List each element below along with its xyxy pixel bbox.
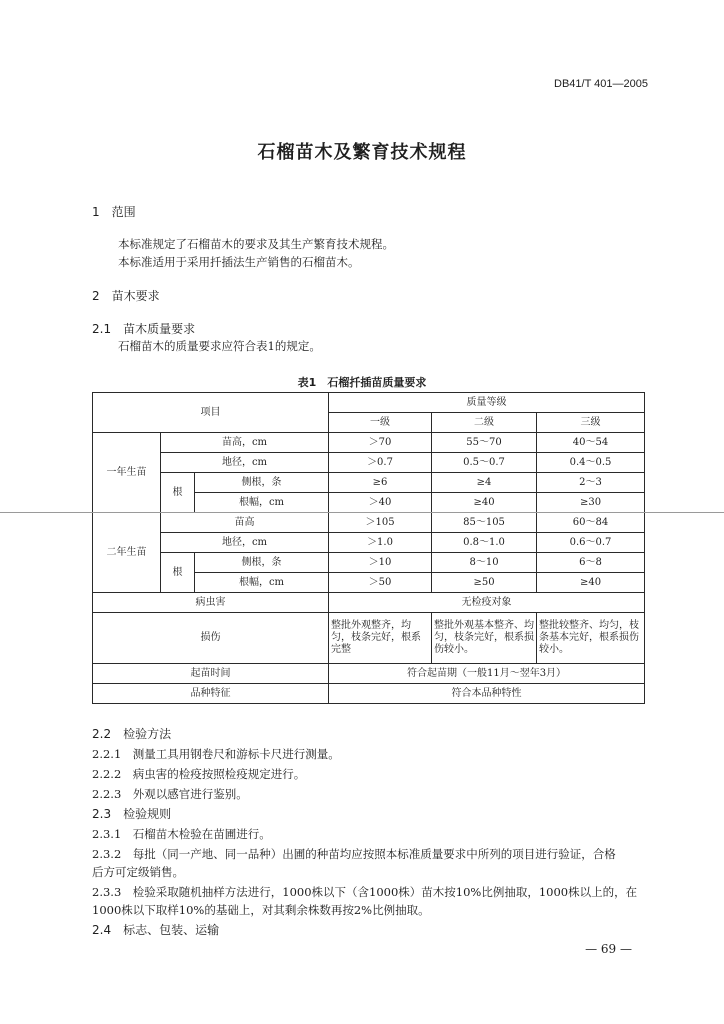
section-2-2-1: 2.2.1 测量工具用钢卷尺和游标卡尺进行测量。: [92, 747, 340, 761]
row-label: 侧根，条: [195, 553, 329, 573]
document-title: 石榴苗木及繁育技术规程: [257, 142, 467, 163]
cell: ＞0.7: [329, 453, 432, 473]
group-label: 二年生苗: [93, 513, 161, 593]
row-label: 病虫害: [93, 593, 329, 613]
section-1-heading: 1 范围: [92, 205, 136, 219]
grade-1: 一级: [329, 413, 432, 433]
section-2-2-2: 2.2.2 病虫害的检疫按照检疫规定进行。: [92, 767, 306, 781]
root-label: 根: [161, 473, 195, 513]
row-label: 根幅，cm: [195, 573, 329, 593]
cell: ＞10: [329, 553, 432, 573]
cell: 整批较整齐、均匀，枝条基本完好，根系损伤较小。: [537, 613, 645, 664]
grade-3: 三级: [537, 413, 645, 433]
cell: 0.6～0.7: [537, 533, 645, 553]
group-label: 一年生苗: [93, 433, 161, 513]
cell: 60～84: [537, 513, 645, 533]
row-label: 根幅，cm: [195, 493, 329, 513]
section-2-3-heading: 2.3 检验规则: [92, 807, 172, 821]
cell: 55～70: [432, 433, 537, 453]
row-label: 损伤: [93, 613, 329, 664]
section-2-1-heading: 2.1 苗木质量要求: [92, 322, 196, 336]
grade-2: 二级: [432, 413, 537, 433]
row-label: 地径，cm: [161, 453, 329, 473]
section-2-2-heading: 2.2 检验方法: [92, 727, 172, 741]
table-caption: 表1 石榴扦插苗质量要求: [297, 376, 427, 389]
cell: 0.8～1.0: [432, 533, 537, 553]
cell: ≥6: [329, 473, 432, 493]
section-2-3-2-line-2: 后方可定级销售。: [92, 865, 184, 879]
table-row: [93, 433, 645, 453]
page-number: — 69 —: [585, 942, 632, 956]
table-row: [93, 533, 645, 553]
row-label: 地径，cm: [161, 533, 329, 553]
cell: ＞105: [329, 513, 432, 533]
cell: 符合本品种特性: [329, 684, 645, 704]
cell: ≥40: [537, 573, 645, 593]
quality-table: [92, 392, 645, 704]
cell: 8～10: [432, 553, 537, 573]
row-label: 侧根，条: [195, 473, 329, 493]
section-2-3-3-line-2: 1000株以下取样10%的基础上，对其剩余株数再按2%比例抽取。: [92, 903, 430, 917]
table-row-period: [93, 664, 645, 684]
table-row-variety: [93, 684, 645, 704]
cell: ≥30: [537, 493, 645, 513]
table-row: [93, 553, 645, 573]
cell: ＞1.0: [329, 533, 432, 553]
table-row: [93, 513, 645, 533]
section-2-1-text: 石榴苗木的质量要求应符合表1的规定。: [118, 339, 321, 353]
cell: ＞70: [329, 433, 432, 453]
scan-line: [0, 512, 724, 513]
row-label: 苗高: [161, 513, 329, 533]
table-row-pest: [93, 593, 645, 613]
cell: 40～54: [537, 433, 645, 453]
cell: 85～105: [432, 513, 537, 533]
cell: 2～3: [537, 473, 645, 493]
cell: 整批外观整齐，均匀，枝条完好，根系完整: [329, 613, 432, 664]
section-1-line-2: 本标准适用于采用扦插法生产销售的石榴苗木。: [118, 255, 360, 269]
cell: ≥50: [432, 573, 537, 593]
section-2-4-heading: 2.4 标志、包装、运输: [92, 923, 220, 937]
header-grade: 质量等级: [329, 393, 645, 413]
section-2-heading: 2 苗木要求: [92, 289, 160, 303]
header-item: 项目: [93, 393, 329, 433]
cell: ≥4: [432, 473, 537, 493]
cell: ＞40: [329, 493, 432, 513]
section-2-3-3-line-1: 2.3.3 检验采取随机抽样方法进行，1000株以下（含1000株）苗木按10%比例抽取，1000株以上的，在: [92, 885, 638, 899]
root-label: 根: [161, 553, 195, 593]
cell: 整批外观基本整齐、均匀，枝条完好，根系损伤较小。: [432, 613, 537, 664]
row-label: 起苗时间: [93, 664, 329, 684]
table-row-damage: [93, 613, 645, 664]
section-2-2-3: 2.2.3 外观以感官进行鉴别。: [92, 787, 248, 801]
cell: ＞50: [329, 573, 432, 593]
cell: 0.5～0.7: [432, 453, 537, 473]
section-2-3-2-line-1: 2.3.2 每批（同一产地、同一品种）出圃的种苗均应按照本标准质量要求中所列的项目进行验证，合格: [92, 847, 616, 861]
cell: 6～8: [537, 553, 645, 573]
table-header-row: [93, 393, 645, 413]
standard-number: DB41/T 401—2005: [554, 78, 648, 90]
section-2-3-1: 2.3.1 石榴苗木检验在苗圃进行。: [92, 827, 271, 841]
cell: 无检疫对象: [329, 593, 645, 613]
row-label: 品种特征: [93, 684, 329, 704]
section-1-line-1: 本标准规定了石榴苗木的要求及其生产繁育技术规程。: [118, 237, 394, 251]
table-row: [93, 473, 645, 493]
cell: 0.4～0.5: [537, 453, 645, 473]
cell: ≥40: [432, 493, 537, 513]
cell: 符合起苗期（一般11月～翌年3月）: [329, 664, 645, 684]
table-row: [93, 453, 645, 473]
row-label: 苗高，cm: [161, 433, 329, 453]
